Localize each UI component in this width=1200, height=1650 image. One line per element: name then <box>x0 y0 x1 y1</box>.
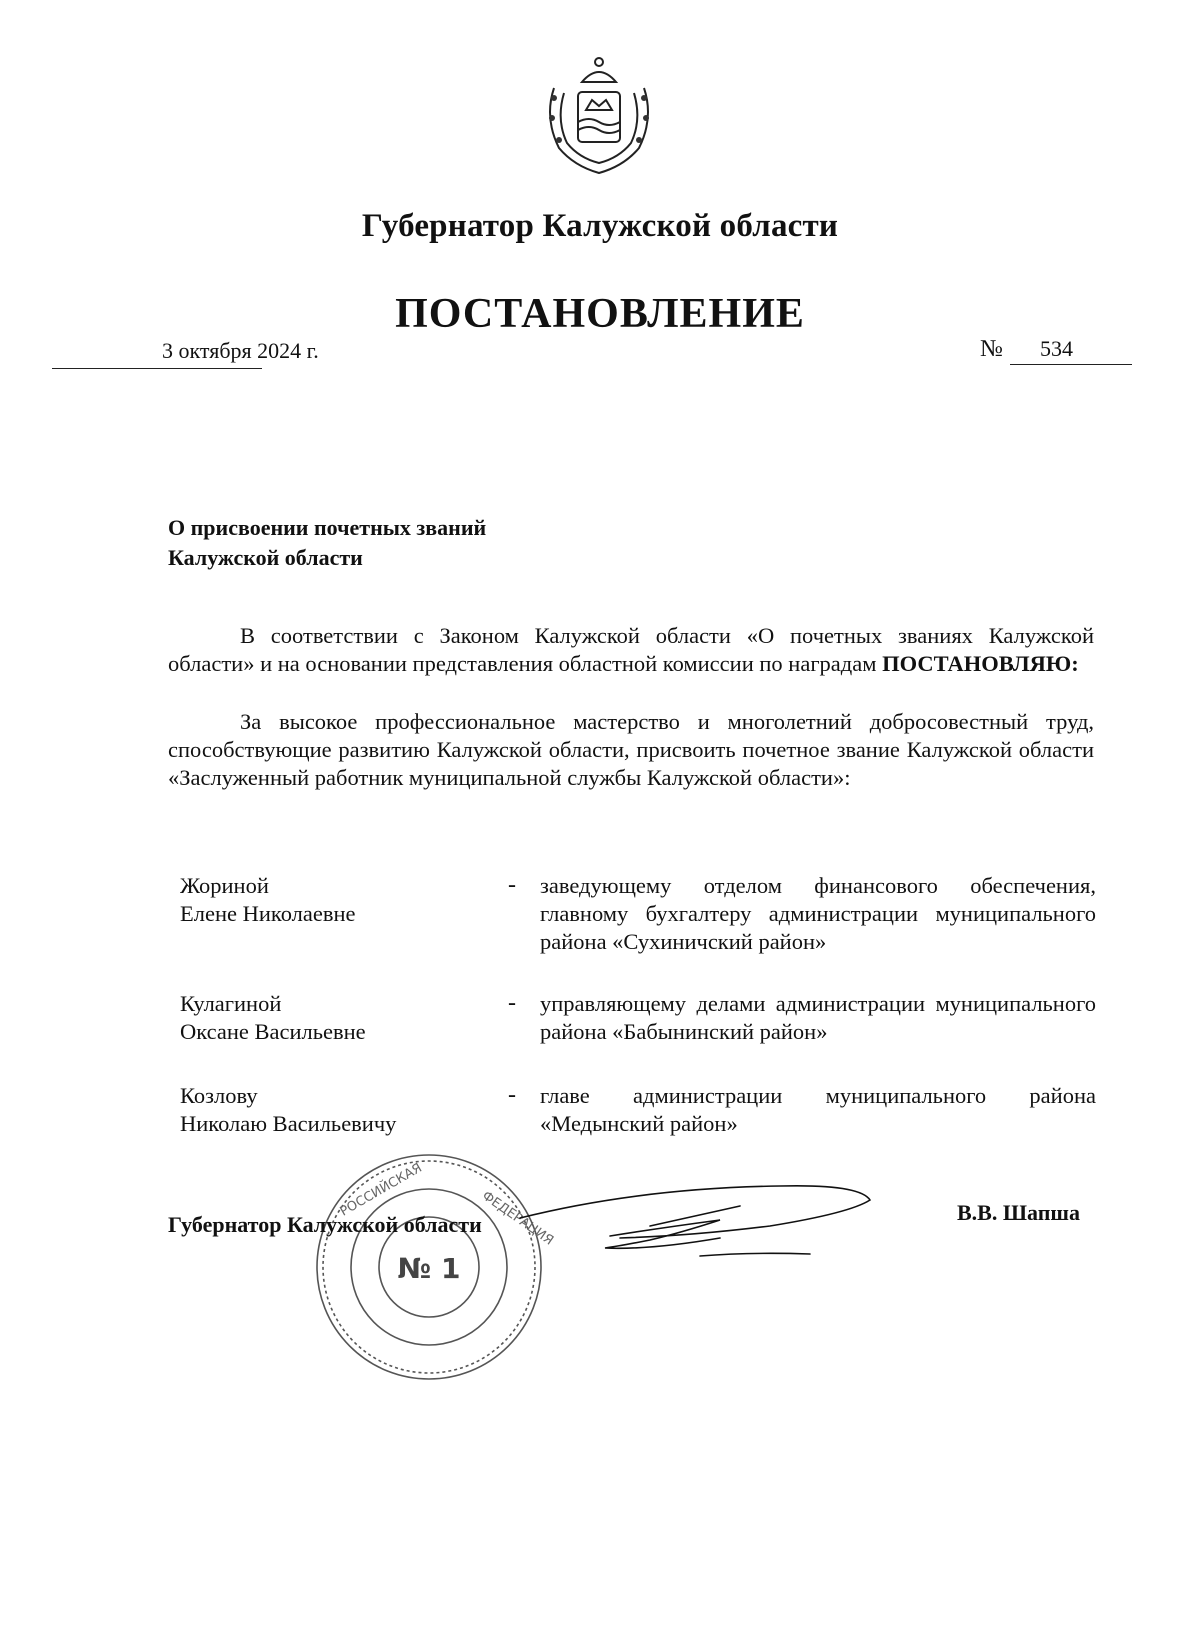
award-line: области»: <box>757 765 851 790</box>
handwritten-signature-icon <box>520 1178 940 1288</box>
recipient-given-name: Елене Николаевне <box>180 901 356 926</box>
decree-keyword: ПОСТАНОВЛЯЮ: <box>882 651 1079 676</box>
recipient-position <box>540 1082 1096 1138</box>
recipient-surname: Кулагиной <box>180 991 282 1016</box>
preamble-line: Калужской области» и на основании представления областной комиссии <box>168 623 1095 676</box>
issuing-authority: Губернатор Калужской области <box>361 208 839 244</box>
svg-text:ФЕДЕРАЦИЯ: ФЕДЕРАЦИЯ <box>479 1188 556 1249</box>
recipient-dash: - <box>508 990 516 1016</box>
position-line: главному бухгалтеру администрации <box>540 901 919 926</box>
award-line: За высокое профессиональное мастерство и многолетний добросовестный <box>240 709 1029 734</box>
recipient-position <box>540 990 1096 1046</box>
svg-text:РОССИЙСКАЯ: РОССИЙСКАЯ <box>337 1160 425 1220</box>
position-line: управляющему делами администрации <box>540 991 926 1016</box>
subject-line: Калужской области <box>168 545 363 570</box>
preamble-line: В соответствии с Законом Калужской области «О почетных званиях <box>240 623 973 648</box>
position-line: «Медынский район» <box>540 1111 738 1136</box>
position-line: муниципального района «Сухиничский район» <box>540 901 1097 954</box>
document-type-title: ПОСТАНОВЛЕНИЕ <box>395 291 805 337</box>
signatory-title: Губернатор Калужской области <box>168 1212 482 1237</box>
recipient-position <box>540 872 1096 956</box>
signatory-name: В.В. Шапша <box>957 1200 1080 1225</box>
document-number: 534 <box>1040 336 1073 361</box>
recipient-dash: - <box>508 1082 516 1108</box>
award-paragraph <box>168 708 1094 792</box>
position-line: главе администрации муниципального района <box>540 1083 1096 1108</box>
recipient-surname: Жориной <box>180 873 269 898</box>
recipient-name <box>180 872 356 928</box>
recipient-given-name: Николаю Васильевичу <box>180 1111 397 1136</box>
number-label: № <box>980 336 1003 362</box>
preamble-paragraph <box>168 622 1094 678</box>
preamble-line: по наградам <box>759 651 883 676</box>
recipient-dash: - <box>508 872 516 898</box>
award-line: Калужской области «Заслуженный работник муниципальной службы Калужской <box>168 737 1095 790</box>
position-line: заведующему отделом финансового обеспечения, <box>540 873 1096 898</box>
seal-number: № 1 <box>397 1252 461 1285</box>
date-underline <box>52 368 262 369</box>
subject-line: О присвоении почетных званий <box>168 515 487 540</box>
recipient-name <box>180 990 366 1046</box>
document-date: 3 октября 2024 г. <box>162 338 319 363</box>
number-underline <box>1010 364 1132 365</box>
recipient-name <box>180 1082 396 1138</box>
document-subject <box>168 513 486 573</box>
coat-of-arms-icon <box>534 48 664 178</box>
recipient-given-name: Оксане Васильевне <box>180 1019 366 1044</box>
award-line: труд, способствующие развитию Калужской области, присвоить почетное звание <box>168 709 1095 762</box>
official-seal-icon <box>312 1150 556 1385</box>
recipient-surname: Козлову <box>180 1083 258 1108</box>
position-line: муниципального района «Бабынинский район» <box>540 991 1097 1044</box>
